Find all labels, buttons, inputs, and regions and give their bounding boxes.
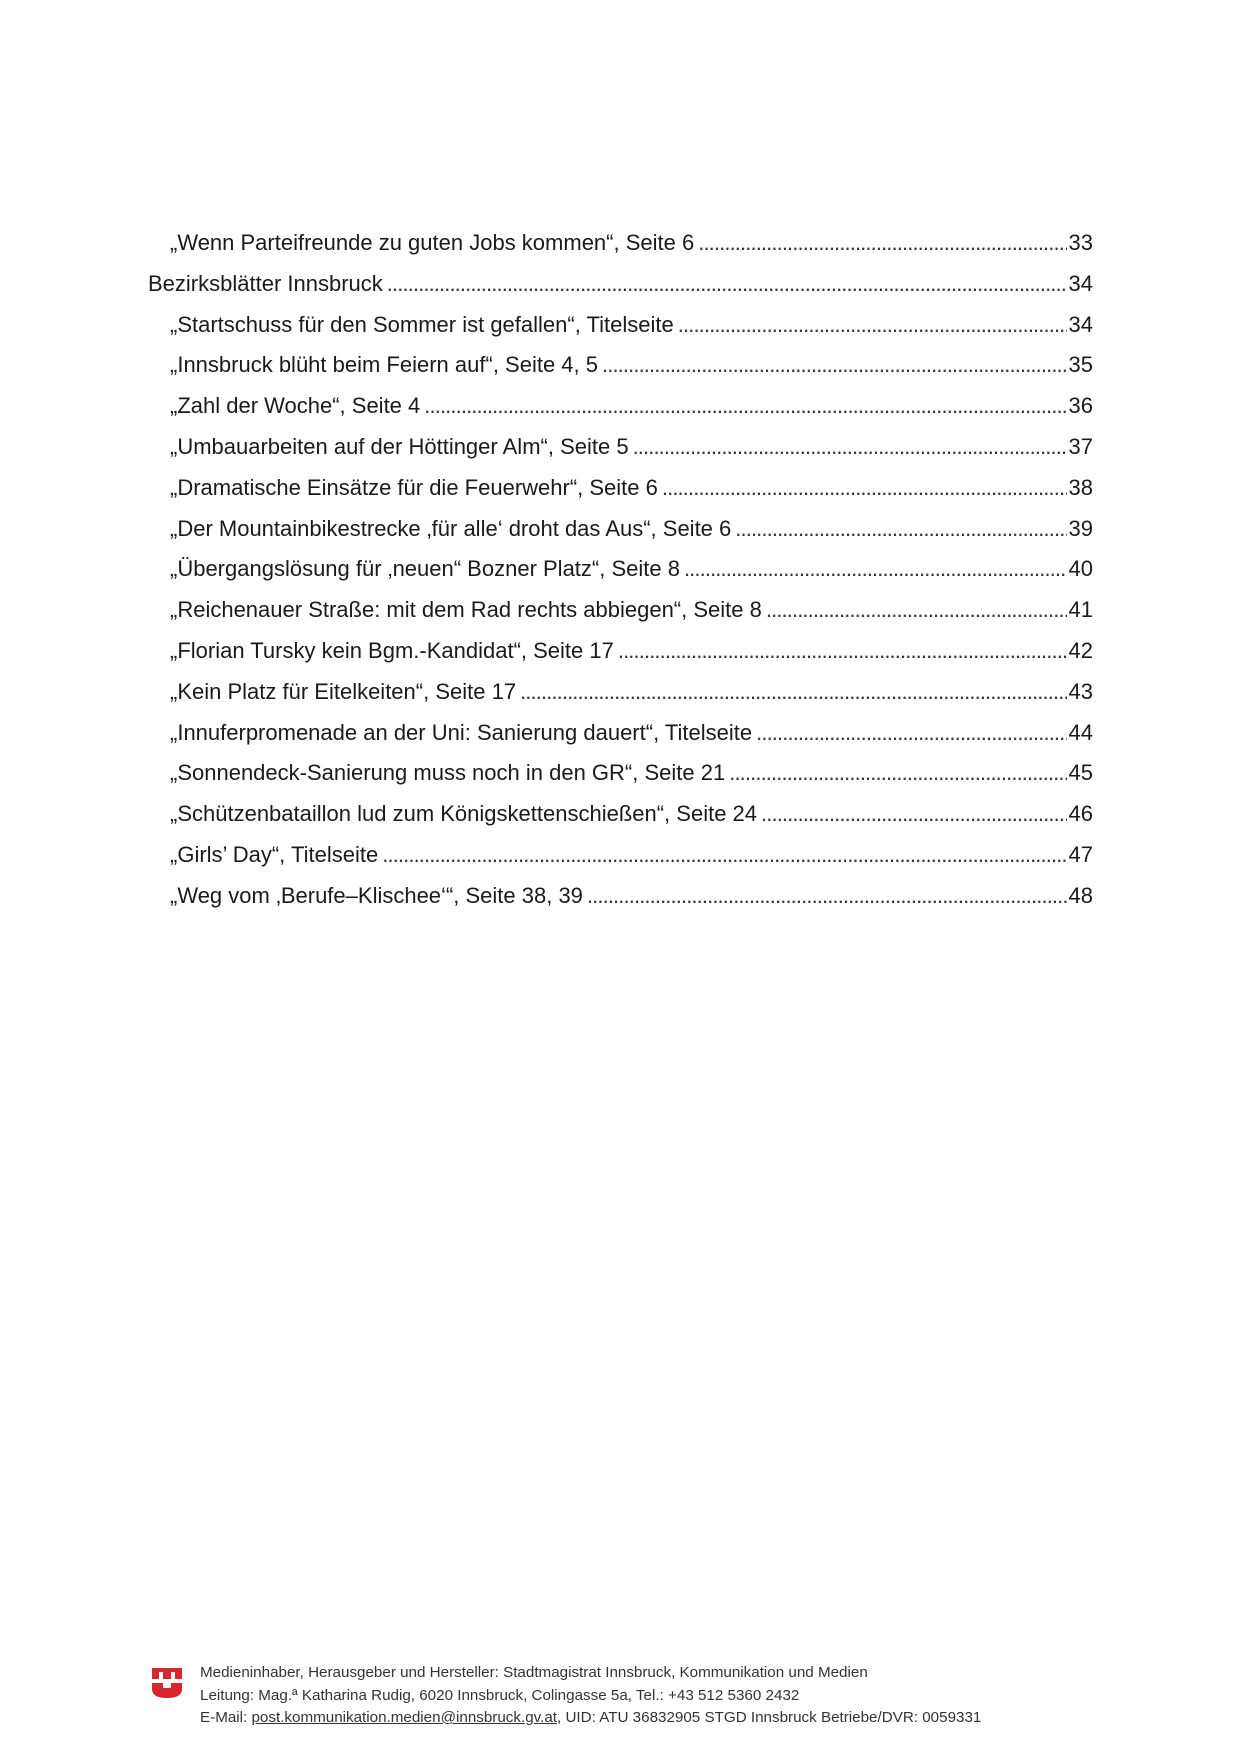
toc-dot-leader bbox=[684, 558, 1067, 580]
toc-entry[interactable] bbox=[148, 803, 1093, 844]
toc-entry-page: 38 bbox=[1068, 474, 1093, 500]
toc-entry[interactable] bbox=[148, 395, 1093, 436]
toc-entry-title: „Zahl der Woche“, Seite 4 bbox=[170, 393, 421, 419]
toc-dot-leader bbox=[633, 436, 1067, 458]
toc-entry-page: 48 bbox=[1068, 882, 1093, 908]
toc-entry-page: 47 bbox=[1068, 841, 1093, 867]
toc-entry[interactable] bbox=[148, 841, 1093, 885]
email-link[interactable]: post.kommunikation.medien@innsbruck.gv.at bbox=[251, 1709, 558, 1726]
toc-entry-page: 41 bbox=[1068, 597, 1093, 623]
toc-dot-leader bbox=[424, 395, 1066, 417]
toc-entry[interactable] bbox=[148, 474, 1093, 518]
toc-entry-title: „Kein Platz für Eitelkeiten“, Seite 17 bbox=[170, 678, 517, 704]
toc-entry-page: 44 bbox=[1068, 719, 1093, 745]
toc-dot-leader bbox=[662, 477, 1067, 499]
toc-entry-page: 43 bbox=[1068, 678, 1093, 704]
toc-entry-title: „Reichenauer Straße: mit dem Rad rechts abbiegen“, Seite 8 bbox=[170, 597, 762, 623]
toc-dot-leader bbox=[587, 885, 1067, 907]
footer-line-management: Leitung: Mag.ª Katharina Rudig, 6020 Innsbruck, Colingasse 5a, Tel.: +43 512 5360 2432 bbox=[200, 1686, 800, 1704]
toc-dot-leader bbox=[520, 681, 1066, 703]
toc-entry-title: „Girls’ Day“, Titelseite bbox=[170, 841, 379, 867]
toc-entry-title: „Weg vom ‚Berufe–Klischee‘“, Seite 38, 39 bbox=[170, 882, 583, 908]
toc-entry-title: „Umbauarbeiten auf der Höttinger Alm“, Seite 5 bbox=[170, 433, 629, 459]
toc-entry[interactable] bbox=[148, 311, 1093, 355]
innsbruck-logo-icon bbox=[150, 1666, 184, 1700]
toc-entry-page: 36 bbox=[1068, 393, 1093, 419]
toc-entry-page: 33 bbox=[1068, 230, 1093, 255]
toc-dot-leader bbox=[602, 354, 1067, 376]
toc-entry-title: „Sonnendeck-Sanierung muss noch in den GR“, Seite 21 bbox=[170, 760, 726, 786]
toc-dot-leader bbox=[756, 722, 1066, 744]
toc-entry[interactable] bbox=[148, 433, 1093, 477]
toc-entry[interactable] bbox=[148, 558, 1093, 599]
toc-entry[interactable] bbox=[148, 232, 1093, 273]
toc-entry-page: 45 bbox=[1068, 760, 1093, 786]
toc-entry-title: „Startschuss für den Sommer ist gefallen“, Titelseite bbox=[170, 311, 674, 337]
toc-entry[interactable] bbox=[148, 719, 1093, 763]
toc-entry[interactable] bbox=[148, 515, 1093, 559]
email-label: E-Mail: bbox=[200, 1709, 252, 1726]
toc-dot-leader bbox=[698, 232, 1066, 254]
toc-entry-title: „Der Mountainbikestrecke ‚für alle‘ droht das Aus“, Seite 6 bbox=[170, 515, 732, 541]
uid-text: , UID: ATU 36832905 STGD Innsbruck Betriebe/DVR: 0059331 bbox=[557, 1709, 982, 1726]
toc-entry-page: 46 bbox=[1068, 801, 1093, 827]
toc-dot-leader bbox=[618, 640, 1067, 662]
toc-entry-page: 35 bbox=[1068, 352, 1093, 378]
toc-entry-title: „Schützenbataillon lud zum Königskettenschießen“, Seite 24 bbox=[170, 801, 758, 827]
toc-entry[interactable] bbox=[148, 599, 1093, 640]
toc-dot-leader bbox=[382, 844, 1066, 866]
toc-entry-title: „Innuferpromenade an der Uni: Sanierung dauert“, Titelseite bbox=[170, 719, 753, 745]
toc-entry-page: 34 bbox=[1068, 311, 1093, 337]
toc-entry-title: „Innsbruck blüht beim Feiern auf“, Seite 4, 5 bbox=[170, 352, 598, 378]
toc-entry-page: 40 bbox=[1068, 556, 1093, 582]
toc-entry-title: Bezirksblätter Innsbruck bbox=[148, 270, 383, 296]
toc-entry-title: „Dramatische Einsätze für die Feuerwehr“, Seite 6 bbox=[170, 474, 658, 500]
toc-entry[interactable] bbox=[148, 270, 1093, 314]
toc-entry-page: 39 bbox=[1068, 515, 1093, 541]
toc-dot-leader bbox=[735, 518, 1066, 540]
toc-entry-page: 34 bbox=[1068, 270, 1093, 296]
footer-text bbox=[200, 1662, 981, 1730]
toc-entry[interactable] bbox=[148, 762, 1093, 803]
toc-dot-leader bbox=[387, 273, 1067, 295]
toc-dot-leader bbox=[761, 803, 1067, 825]
toc-entry[interactable] bbox=[148, 637, 1093, 681]
toc-entry-page: 37 bbox=[1068, 433, 1093, 459]
footer-line-contact bbox=[200, 1707, 981, 1730]
toc-entry[interactable] bbox=[148, 882, 1093, 926]
toc-dot-leader bbox=[766, 599, 1067, 621]
toc-entry-title: „Übergangslösung für ‚neuen“ Bozner Platz“, Seite 8 bbox=[170, 556, 680, 582]
toc-dot-leader bbox=[729, 762, 1066, 784]
toc-dot-leader bbox=[678, 314, 1067, 336]
footer-line-publisher: Medieninhaber, Herausgeber und Hersteller: Stadtmagistrat Innsbruck, Kommunikation und Medien bbox=[200, 1664, 868, 1681]
toc-entry[interactable] bbox=[148, 678, 1093, 722]
toc-entry[interactable] bbox=[148, 354, 1093, 395]
table-of-contents bbox=[148, 232, 1093, 926]
toc-entry-title: „Florian Tursky kein Bgm.-Kandidat“, Seite 17 bbox=[170, 637, 614, 663]
toc-entry-page: 42 bbox=[1068, 637, 1093, 663]
toc-entry-title: „Wenn Parteifreunde zu guten Jobs kommen“, Seite 6 bbox=[170, 230, 695, 255]
